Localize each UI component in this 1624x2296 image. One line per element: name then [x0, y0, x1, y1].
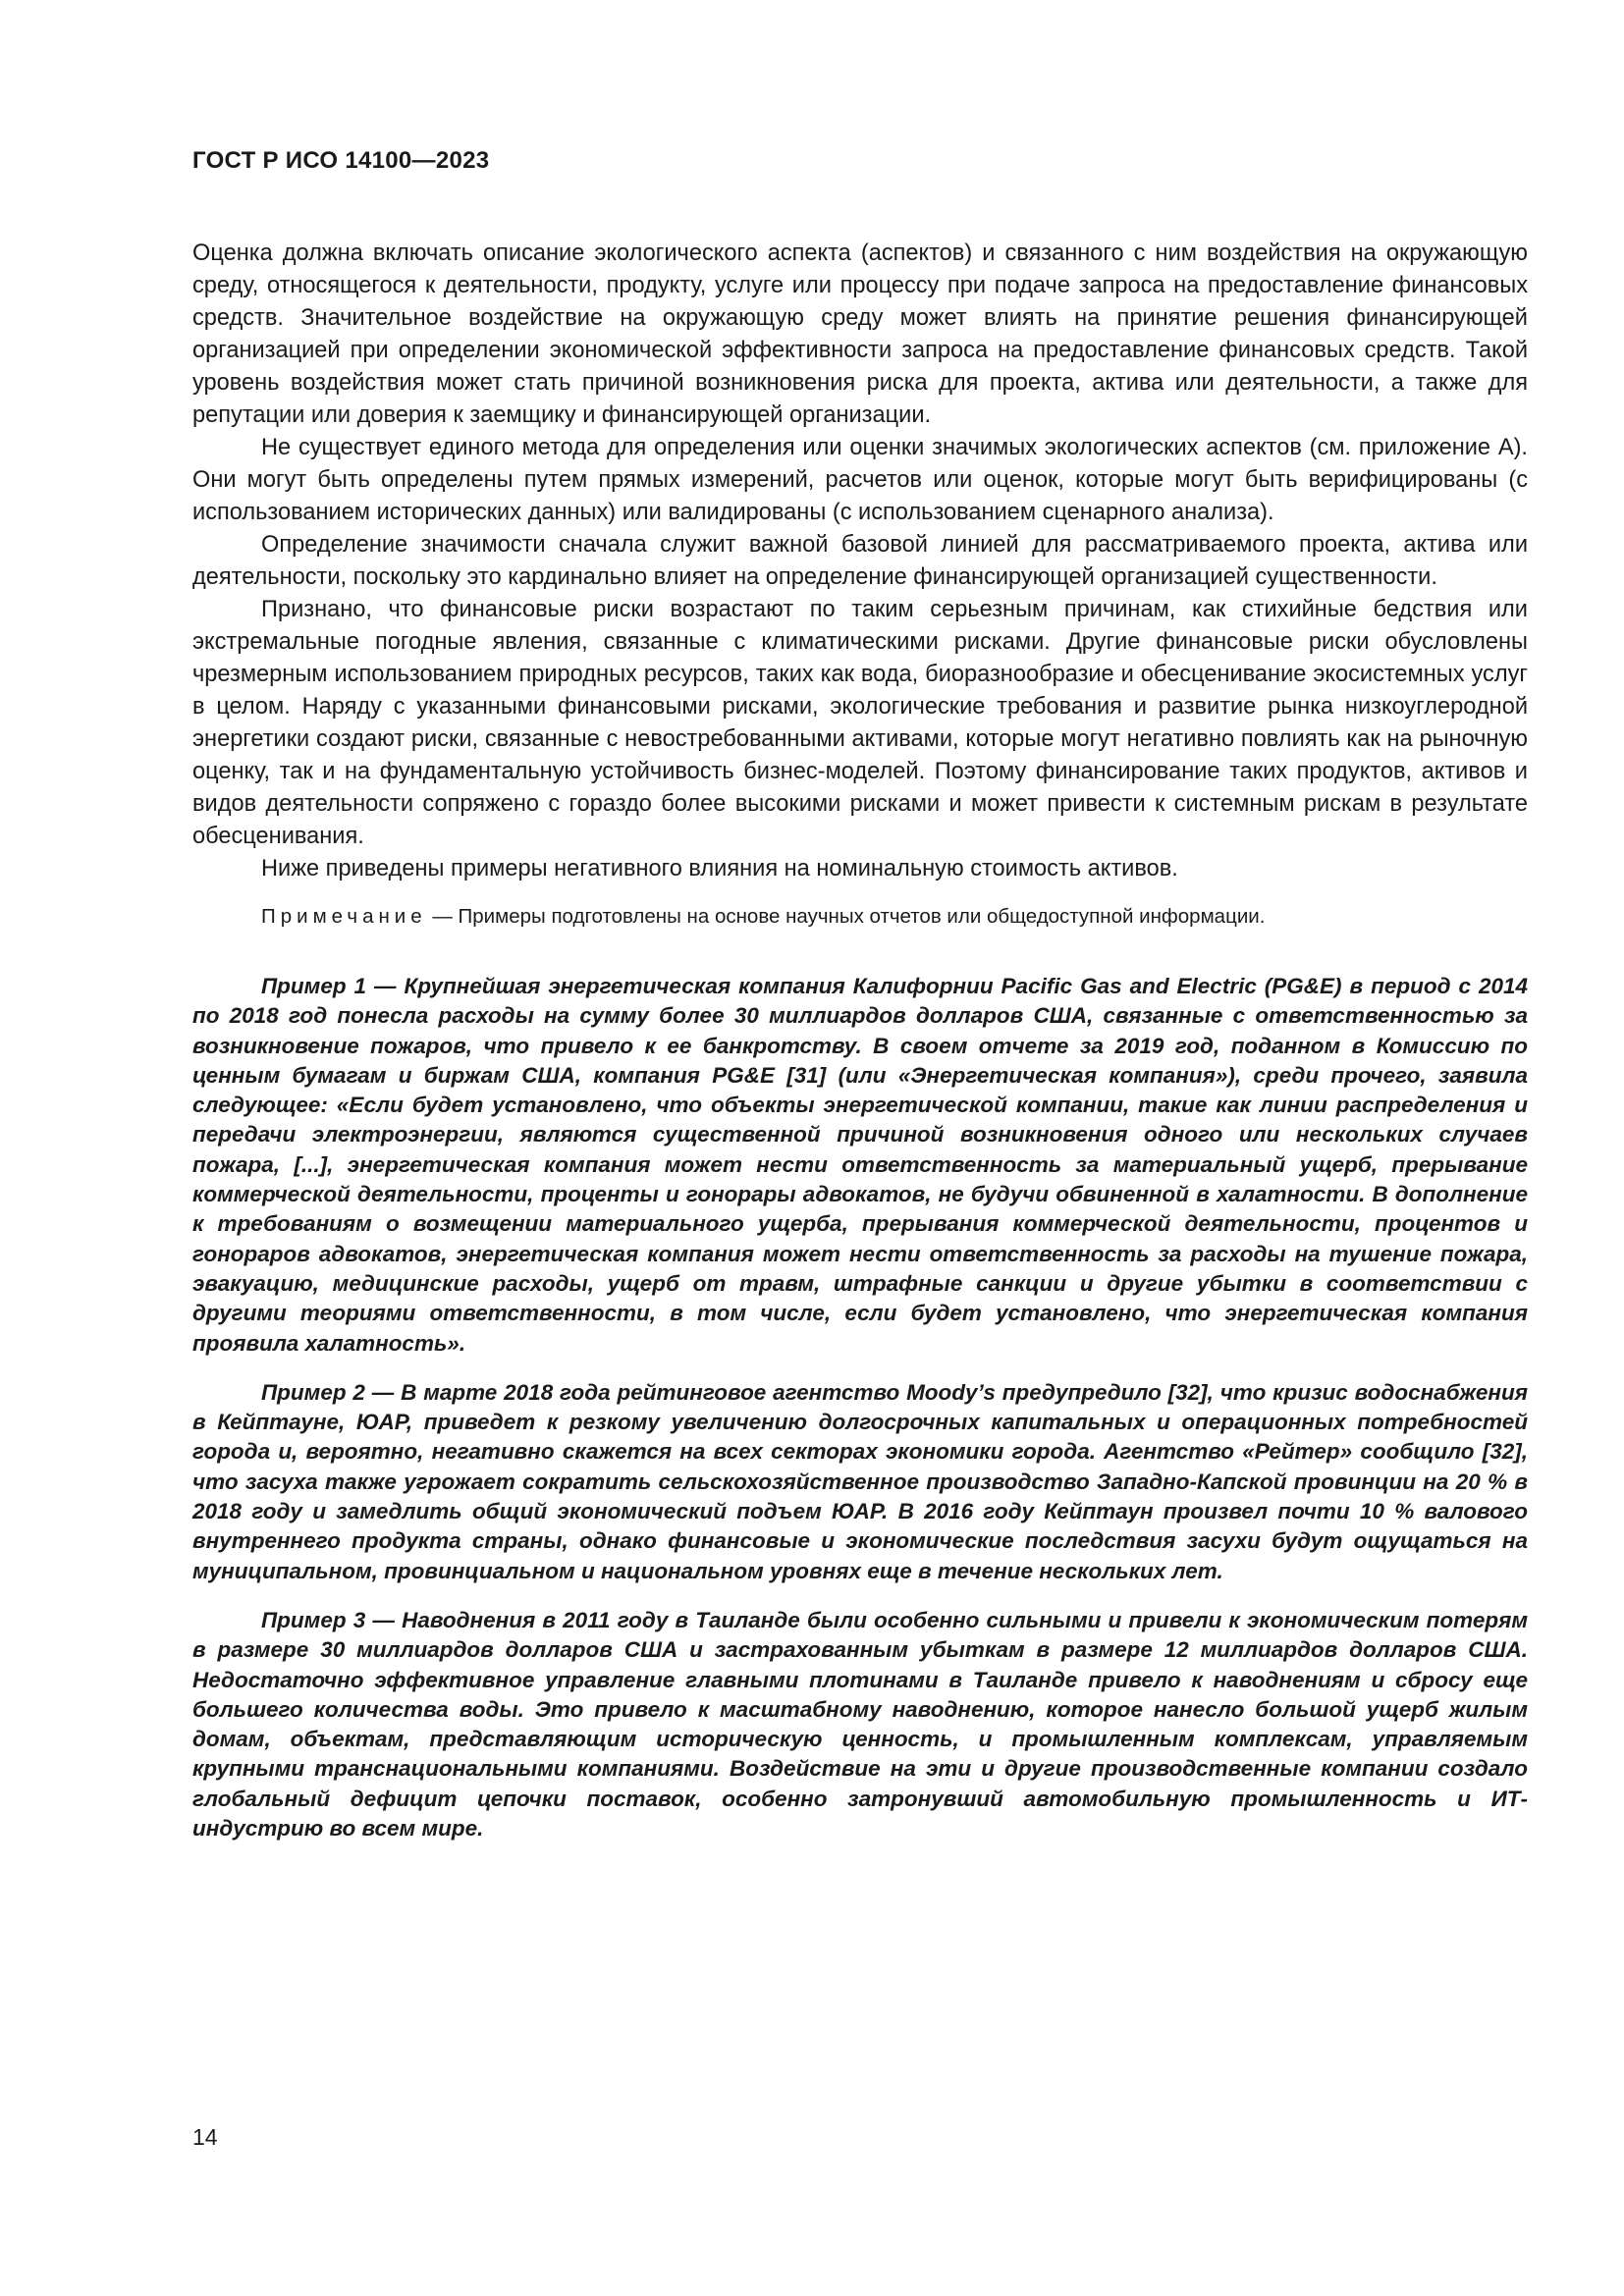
- document-header: ГОСТ Р ИСО 14100—2023: [192, 147, 490, 174]
- paragraph-4: Признано, что финансовые риски возрастают по таким серьезным причинам, как стихийные бедствия или экстремальные погодные явления, связанные с климатическими рисками. Другие финансовые риски обусловлены чрезмерным использованием природных ресурсов, таких как вода, биоразнообразие и обесценивание экосистемных услуг в целом. Наряду с указанными финансовыми рисками, экологические требования и развитие рынка низкоуглеродной энергетики создают риски, связанные с невостребованными активами, которые могут негативно повлиять как на рыночную оценку, так и на фундаментальную устойчивость бизнес-моделей. Поэтому финансирование таких продуктов, активов и видов деятельности сопряжено с гораздо более высокими рисками и может привести к системным рискам в результате обесценивания.: [192, 597, 1528, 849]
- paragraph-1: Оценка должна включать описание экологического аспекта (аспектов) и связанного с ним воздействия на окружающую среду, относящегося к деятельности, продукту, услуге или процессу при подаче запроса на предоставление финансовых средств. Значительное воздействие на окружающую среду может влиять на принятие решения финансирующей организацией при определении экономической эффективности запроса на предоставление финансовых средств. Такой уровень воздействия может стать причиной возникновения риска для проекта, актива или деятельности, а также для репутации или доверия к заемщику и финансирующей организации.: [192, 240, 1528, 428]
- paragraph-3: Определение значимости сначала служит важной базовой линией для рассматриваемого проекта, актива или деятельности, поскольку это кардинально влияет на определение финансирующей организацией существенности.: [192, 532, 1528, 590]
- note-label: Примечание: [261, 905, 427, 928]
- page-number: 14: [192, 2124, 218, 2150]
- example-2: Пример 2 — В марте 2018 года рейтинговое агентство Moody’s предупредило [32], что кризис водоснабжения в Кейптауне, ЮАР, приведет к резкому увеличению долгосрочных капитальных и операционных потребностей города и, вероятно, негативно скажется на всех секторах экономики города. Агентство «Рейтер» сообщило [32], что засуха также угрожает сократить сельскохозяйственное производство Западно-Капской провинции на 20 % в 2018 году и замедлить общий экономический подъем ЮАР. В 2016 году Кейптаун произвел почти 10 % валового внутреннего продукта страны, однако финансовые и экономические последствия засухи будут ощущаться на муниципальном, провинциальном и национальном уровнях еще в течение нескольких лет.: [192, 1379, 1528, 1583]
- example-1: Пример 1 — Крупнейшая энергетическая компания Калифорнии Pacific Gas and Electric (PG&E) в период с 2014 по 2018 год понесла расходы на сумму более 30 миллиардов долларов США, связанные с ответственностью за возникновение пожаров, что привело к ее банкротству. В своем отчете за 2019 год, поданном в Комиссию по ценным бумагам и биржам США, компания PG&E [31] (или «Энергетическая компания»), среди прочего, заявила следующее: «Если будет установлено, что объекты энергетической компании, такие как линии распределения и передачи электроэнергии, являются существенной причиной возникновения одного или нескольких случаев пожара, [...], энергетическая компания может нести ответственность за материальный ущерб, прерывание коммерческой деятельности, проценты и гонорары адвокатов, не будучи обвиненной в халатности. В дополнение к требованиям о возмещении материального ущерба, прерывания коммерческой деятельности, процентов и гонораров адвокатов, энергетическая компания может нести ответственность за расходы на тушение пожара, эвакуацию, медицинские расходы, ущерб от травм, штрафные санкции и другие убытки в соответствии с другими теориями ответственности, в том числе, если будет установлено, что энергетическая компания проявила халатность».: [192, 974, 1528, 1356]
- note-text: — Примеры подготовлены на основе научных отчетов или общедоступной информации.: [426, 905, 1266, 928]
- example-3: Пример 3 — Наводнения в 2011 году в Таиланде были особенно сильными и привели к экономическим потерям в размере 30 миллиардов долларов США и застрахованным убыткам в размере 12 миллиардов долларов США. Недостаточно эффективное управление главными плотинами в Таиланде привело к наводнениям и сбросу еще большего количества воды. Это привело к масштабному наводнению, которое нанесло большой ущерб жилым домам, объектам, представляющим историческую ценность, и промышленным комплексам, управляемым крупными транснациональными компаниями. Воздействие на эти и другие производственные компании создало глобальный дефицит цепочки поставок, особенно затронувший автомобильную промышленность и ИТ-индустрию во всем мире.: [192, 1607, 1528, 1842]
- note: [192, 901, 1528, 933]
- paragraph-5: Ниже приведены примеры негативного влияния на номинальную стоимость активов.: [261, 856, 1178, 881]
- paragraph-2: Не существует единого метода для определения или оценки значимых экологических аспектов (см. приложение А). Они могут быть определены путем прямых измерений, расчетов или оценок, которые могут быть верифицированы (с использованием исторических данных) или валидированы (с использованием сценарного анализа).: [192, 435, 1528, 525]
- document-page: [192, 147, 1528, 1843]
